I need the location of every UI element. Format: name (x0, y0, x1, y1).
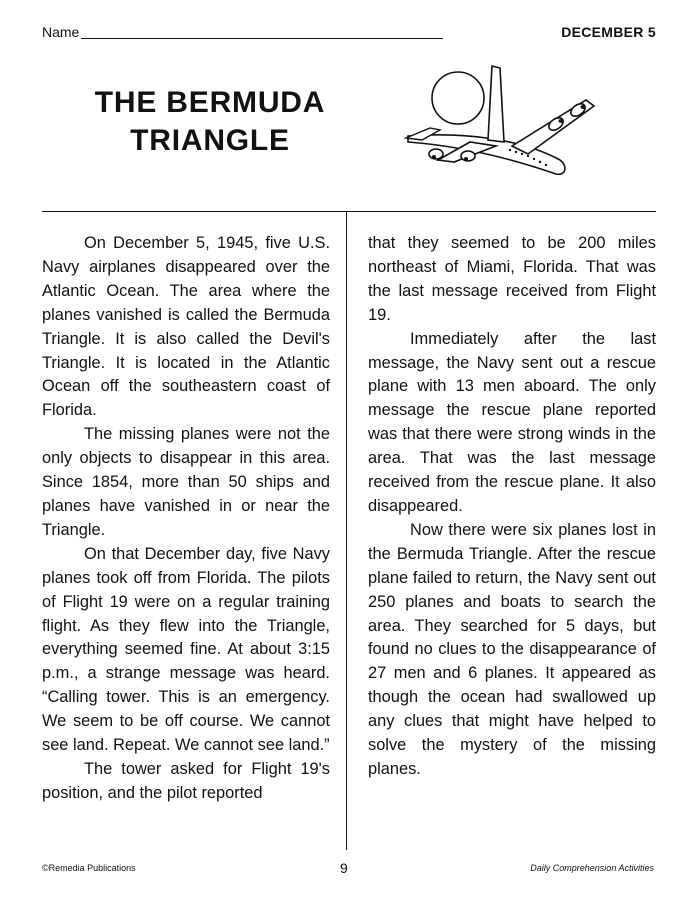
paragraph: The tower asked for Flight 19's position, and the pilot reported (42, 759, 330, 802)
paragraph: that they seemed to be 200 miles northeast of Miami, Florida. That was the last message received from Flight 19. (368, 234, 656, 324)
name-label: Name (42, 24, 80, 40)
name-blank-line[interactable] (81, 38, 443, 39)
header-divider (42, 211, 656, 212)
name-field[interactable] (42, 24, 443, 40)
paragraph: The missing planes were not the only objects to disappear in this area. Since 1854, more than 50 ships and planes have vanished in or near the Triangle. (42, 425, 330, 539)
paragraph: On December 5, 1945, five U.S. Navy airplanes disappeared over the Atlantic Ocean. The area where the planes vanished is called the Bermuda Triangle. It is also called the Devil's Triangle. It is located in the Atlantic Ocean off the southeastern coast of Florida. (42, 234, 330, 420)
paragraph: Now there were six planes lost in the Bermuda Triangle. After the rescue plane failed to return, the Navy sent out 250 planes and boats to search the area. They searched for 5 days, but found no clues to the disappearance of 27 men and 6 planes. It appeared as though the ocean had swallowed up any clues that might have helped to solve the mystery of the missing planes. (368, 520, 656, 778)
publisher-credit: ©Remedia Publications (42, 863, 136, 873)
title-line-1: THE BERMUDA (94, 86, 326, 119)
right-column (368, 232, 656, 782)
date-label: DECEMBER 5 (561, 24, 656, 40)
paragraph: Immediately after the last message, the Navy sent out a rescue plane with 13 men aboard. The only message the rescue plane reported was that there were strong winds in the area. That was the last message received from the rescue plane. It also disappeared. (368, 329, 656, 515)
paragraph: On that December day, five Navy planes took off from Florida. The pilots of Flight 19 were on a regular training flight. As they flew into the Triangle, everything seemed fine. At about 3:15 p.m., a strange message was heard. “Calling tower. This is an emergency. We seem to be off course. We cannot see land. Repeat. We cannot see land.” (42, 544, 330, 755)
page-number: 9 (340, 860, 348, 876)
left-column (42, 232, 330, 806)
page-title (60, 84, 360, 160)
book-title: Daily Comprehension Activities (530, 863, 654, 873)
column-divider (346, 212, 347, 850)
title-line-2: TRIANGLE (130, 124, 290, 157)
airplane-and-sun-icon (400, 58, 615, 188)
